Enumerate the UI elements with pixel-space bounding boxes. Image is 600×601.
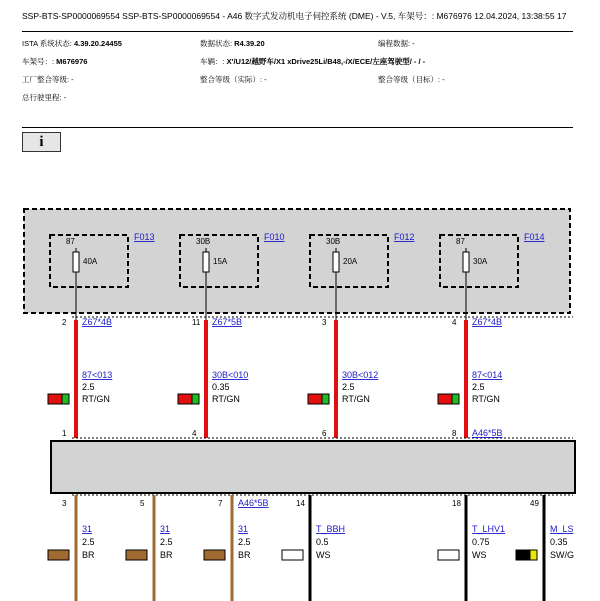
wire-size-label: 2.5 bbox=[238, 537, 251, 547]
wire-signal-link[interactable]: T_LHV1 bbox=[472, 524, 506, 534]
fuse-icon bbox=[203, 252, 209, 272]
wire-size-label: 0.75 bbox=[472, 537, 490, 547]
control-module-a46 bbox=[51, 441, 575, 493]
wire-color-swatch-red bbox=[48, 394, 62, 404]
fuse-terminal-label: 30B bbox=[326, 237, 341, 246]
wire-color-label: SW/G bbox=[550, 550, 574, 560]
wire-size-label: 2.5 bbox=[160, 537, 173, 547]
wire-color-swatch-green bbox=[452, 394, 459, 404]
fuse-rating-label: 15A bbox=[213, 257, 228, 266]
programming-data: 编程数据: - bbox=[378, 39, 415, 48]
fuse-icon bbox=[333, 252, 339, 272]
wire-signal-link[interactable]: 31 bbox=[238, 524, 249, 534]
wire-signal-link[interactable]: 87<014 bbox=[472, 370, 503, 380]
fuse-icon bbox=[463, 252, 469, 272]
pin-number: 49 bbox=[530, 499, 539, 508]
connector-link[interactable]: A46*5B bbox=[238, 498, 269, 508]
fuse-link-f012[interactable]: F012 bbox=[394, 232, 415, 242]
fuse-rating-label: 40A bbox=[83, 257, 98, 266]
wire-signal-link[interactable]: M_LS bbox=[550, 524, 574, 534]
wire-color-swatch-black bbox=[516, 550, 530, 560]
pin-number-top: 2 bbox=[62, 318, 67, 327]
fuse-rating-label: 30A bbox=[473, 257, 488, 266]
wire-color-swatch-brown bbox=[126, 550, 147, 560]
wire-color-swatch-red bbox=[438, 394, 452, 404]
module-connector-link[interactable]: A46*5B bbox=[472, 428, 503, 438]
fuse-link-f013[interactable]: F013 bbox=[134, 232, 155, 242]
fuse-box bbox=[24, 209, 570, 313]
fuse-icon bbox=[73, 252, 79, 272]
page-header-title: SSP-BTS-SP0000069554 SSP-BTS-SP0000069554 - A46 数字式发动机电子伺控系统 (DME) - V.5, 车架号：: M676976 12.04.2024, 13:38:55 17 bbox=[22, 11, 567, 21]
wire-color-label: RT/GN bbox=[82, 394, 110, 404]
wire-signal-link[interactable]: 30B<012 bbox=[342, 370, 379, 380]
wire-signal-link[interactable]: 31 bbox=[160, 524, 171, 534]
wire-color-label: BR bbox=[160, 550, 173, 560]
pin-number-top: 4 bbox=[452, 318, 457, 327]
wire-color-swatch-red bbox=[178, 394, 192, 404]
fuse-terminal-label: 87 bbox=[456, 237, 465, 246]
pin-number: 7 bbox=[218, 499, 223, 508]
wire-color-swatch-green bbox=[192, 394, 199, 404]
pin-number-bottom: 4 bbox=[192, 429, 197, 438]
wire-color-label: BR bbox=[238, 550, 251, 560]
wire-color-swatch-red bbox=[308, 394, 322, 404]
vin-field: 车架号：: M676976 bbox=[22, 57, 88, 66]
fuse-rating-label: 20A bbox=[343, 257, 358, 266]
actual-integration-level: 整合等级（实际）: - bbox=[200, 75, 267, 84]
pin-number: 5 bbox=[140, 499, 145, 508]
target-integration-level: 整合等级（目标）: - bbox=[378, 75, 445, 84]
data-status: 数据状态: R4.39.20 bbox=[200, 39, 265, 48]
wire-size-label: 0.35 bbox=[550, 537, 568, 547]
pin-number-top: 3 bbox=[322, 318, 327, 327]
fuse-terminal-label: 87 bbox=[66, 237, 75, 246]
connector-link[interactable]: Z67*5B bbox=[212, 317, 243, 327]
wire-color-label: BR bbox=[82, 550, 95, 560]
pin-number-top: 11 bbox=[192, 318, 201, 327]
wire-color-label: RT/GN bbox=[472, 394, 500, 404]
wire-size-label: 2.5 bbox=[82, 382, 95, 392]
wire-color-swatch-white bbox=[438, 550, 459, 560]
pin-number: 14 bbox=[296, 499, 305, 508]
fuse-link-f010[interactable]: F010 bbox=[264, 232, 285, 242]
wire-color-swatch-green bbox=[322, 394, 329, 404]
wire-color-swatch-white bbox=[282, 550, 303, 560]
pin-number: 18 bbox=[452, 499, 461, 508]
pin-number: 3 bbox=[62, 499, 67, 508]
ista-status: ISTA 系统状态: 4.39.20.24455 bbox=[22, 39, 122, 48]
fuse-link-f014[interactable]: F014 bbox=[524, 232, 545, 242]
pin-number-bottom: 6 bbox=[322, 429, 327, 438]
wire-color-swatch-green bbox=[62, 394, 69, 404]
connector-link[interactable]: Z67*4B bbox=[82, 317, 113, 327]
pin-number-bottom: 8 bbox=[452, 429, 457, 438]
wire-size-label: 2.5 bbox=[472, 382, 485, 392]
wire-color-swatch-brown bbox=[204, 550, 225, 560]
wire-color-label: WS bbox=[472, 550, 487, 560]
wire-signal-link[interactable]: 31 bbox=[82, 524, 93, 534]
connector-link[interactable]: Z67*4B bbox=[472, 317, 503, 327]
wire-signal-link[interactable]: T_BBH bbox=[316, 524, 346, 534]
pin-number-bottom: 1 bbox=[62, 429, 67, 438]
wire-color-swatch-yellow bbox=[530, 550, 537, 560]
wire-size-label: 0.35 bbox=[212, 382, 230, 392]
wire-size-label: 0.5 bbox=[316, 537, 329, 547]
info-icon: i bbox=[39, 133, 44, 150]
vehicle-field: 车辆：: X'/U12/越野车/X1 xDrive25Li/B48,-/X/ECE/左座驾驶型/ - / - bbox=[200, 57, 426, 66]
wire-color-swatch-brown bbox=[48, 550, 69, 560]
mileage-field: 总行驶里程: - bbox=[22, 93, 67, 102]
wire-color-label: RT/GN bbox=[212, 394, 240, 404]
factory-integration-level: 工厂整合等级: - bbox=[22, 75, 74, 84]
fuse-terminal-label: 30B bbox=[196, 237, 211, 246]
wire-signal-link[interactable]: 30B<010 bbox=[212, 370, 249, 380]
wire-signal-link[interactable]: 87<013 bbox=[82, 370, 113, 380]
wire-color-label: RT/GN bbox=[342, 394, 370, 404]
wire-color-label: WS bbox=[316, 550, 331, 560]
wire-size-label: 2.5 bbox=[82, 537, 95, 547]
wire-size-label: 2.5 bbox=[342, 382, 355, 392]
